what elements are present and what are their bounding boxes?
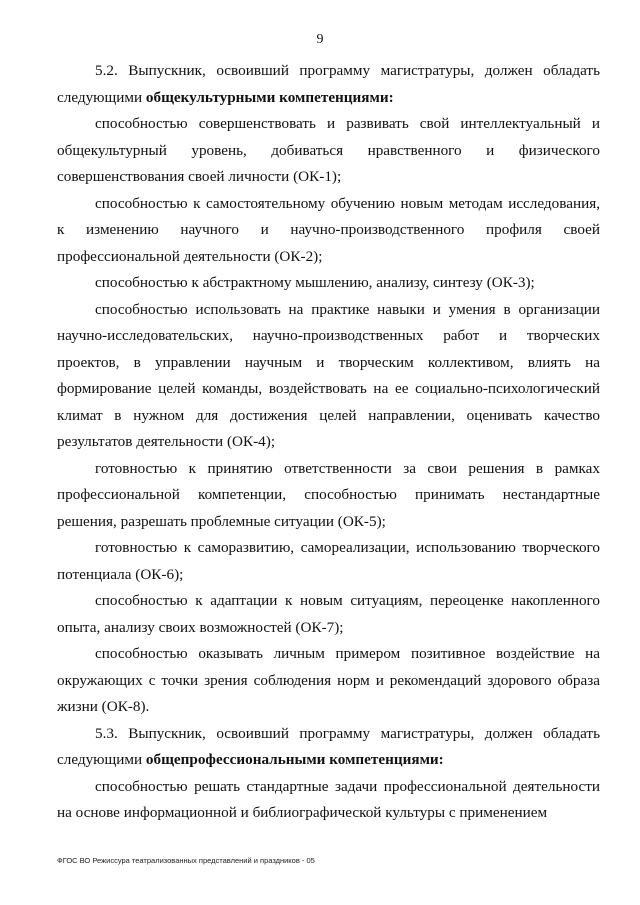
section-5-3-intro-text: 5.3. Выпускник, освоивший программу магистратуры, должен обладать следующими (57, 724, 600, 768)
competency-ok-1: способностью совершенствовать и развивать свой интеллектуальный и общекультурный уровень, добиваться нравственного и физического совершенствования своей личности (ОК-1); (57, 115, 600, 185)
competency-ok-4: способностью использовать на практике навыки и умения в организации научно-исследовательских, научно-производственных работ и творческих проектов, в управлении научным и творческим коллективом, влиять на формирование целей команды, воздействовать на ее социально-психологический климат в нужном для достижения целей направлении, оценивать качество результатов деятельности (ОК-4); (57, 300, 600, 450)
competency-ok-3: способностью к абстрактному мышлению, анализу, синтезу (ОК-3); (95, 274, 535, 291)
competency-ok-7: способностью к адаптации к новым ситуациям, переоценке накопленного опыта, анализу своих возможностей (ОК-7); (57, 592, 600, 636)
competency-ok-8: способностью оказывать личным примером позитивное воздействие на окружающих с точки зрения соблюдения норм и рекомендаций здорового образа жизни (ОК-8). (57, 645, 600, 715)
document-footer: ФГОС ВО Режиссура театрализованных представлений и праздников - 05 (57, 856, 315, 865)
competency-ok-2: способностью к самостоятельному обучению новым методам исследования, к изменению научного и научно-производственного профиля своей профессиональной деятельности (ОК-2); (57, 194, 600, 265)
section-5-2-intro-text: 5.2. Выпускник, освоивший программу магистратуры, должен обладать следующими (57, 62, 600, 106)
competency-ok-6: готовностью к саморазвитию, самореализации, использованию творческого потенциала (ОК-6); (57, 539, 600, 583)
document-body (57, 58, 600, 827)
competency-ok-5: готовностью к принятию ответственности за свои решения в рамках профессиональной компетенции, способностью принимать нестандартные решения, разрешать проблемные ситуации (ОК-5); (57, 459, 600, 530)
section-5-3-intro (57, 721, 600, 774)
section-5-3-intro-bold: общепрофессиональными компетенциями: (145, 751, 444, 768)
section-5-2-intro-bold: общекультурными компетенциями: (145, 88, 394, 106)
competency-opk-1: способностью решать стандартные задачи профессиональной деятельности на основе информационной и библиографической культуры с применением (57, 777, 600, 821)
page-number: 9 (316, 32, 324, 47)
section-5-2-intro (57, 58, 600, 111)
